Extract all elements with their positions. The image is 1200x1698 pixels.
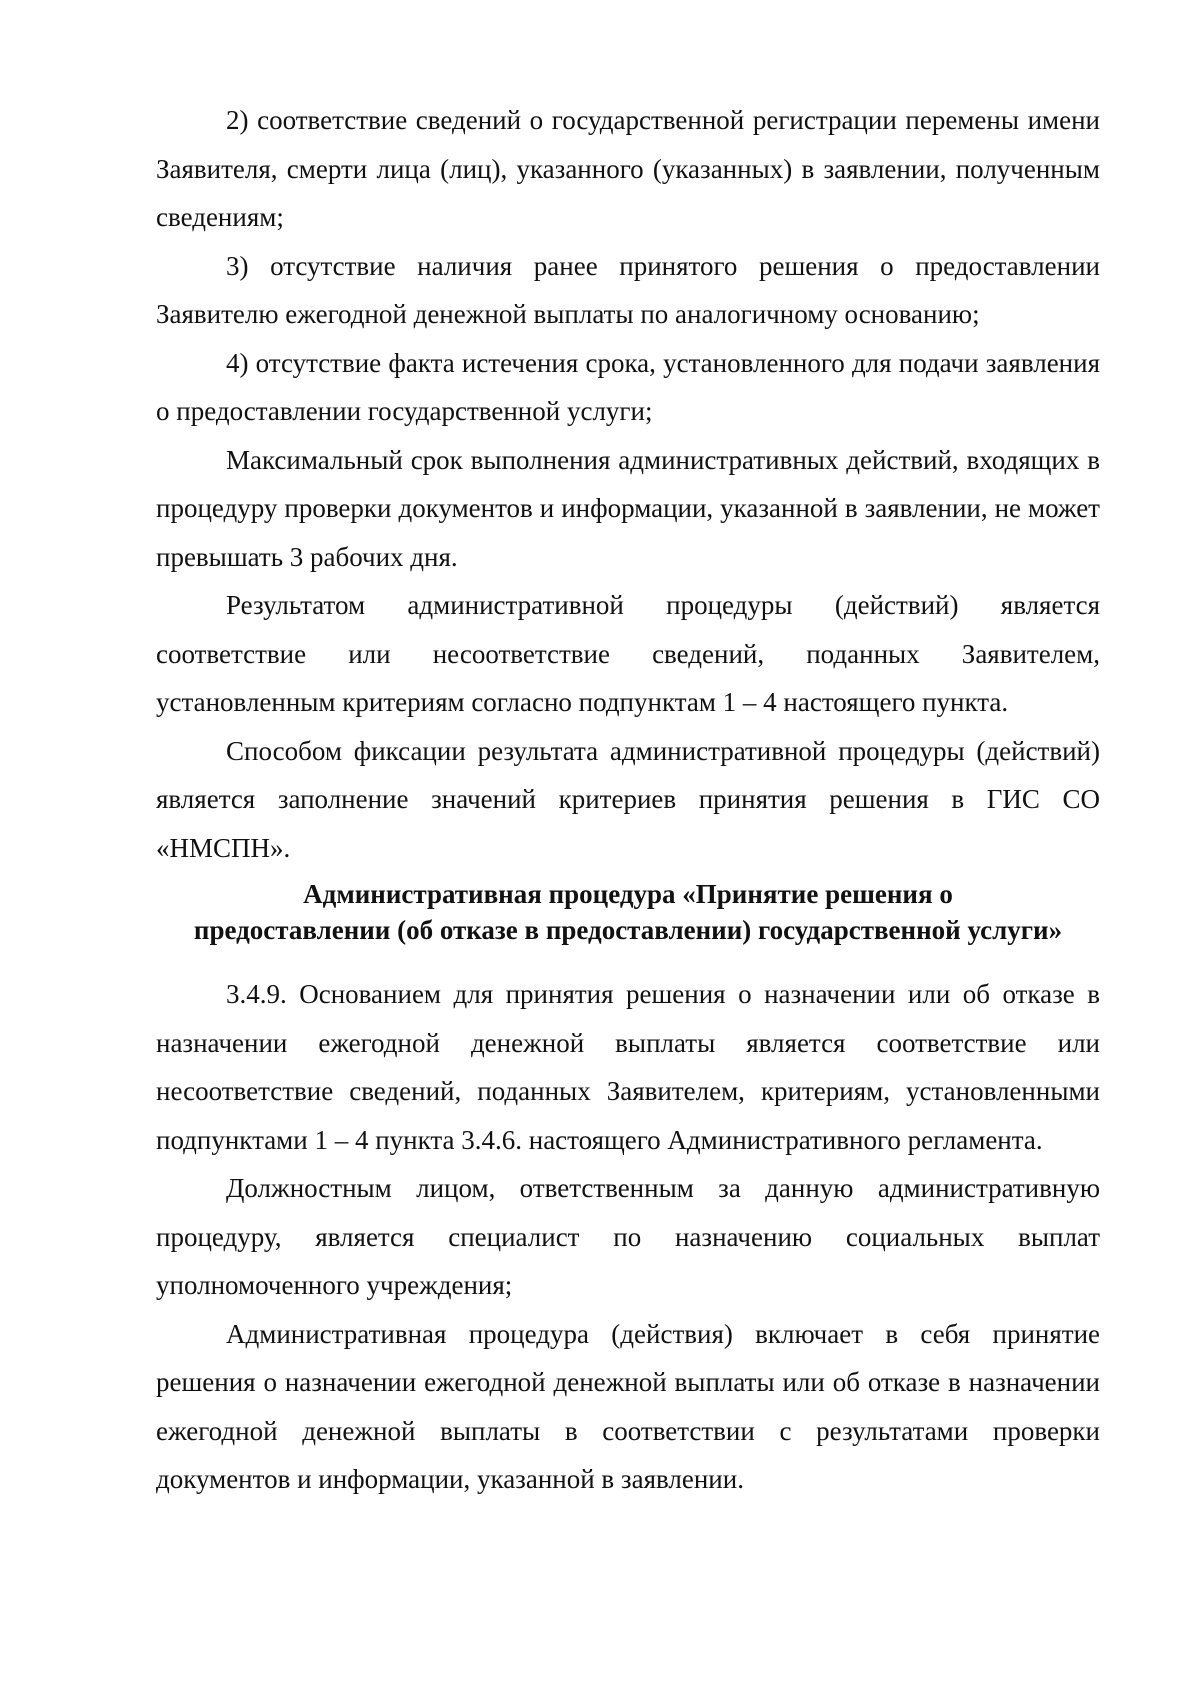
result-paragraph: Результатом административной процедуры (действий) является соответствие или несоответствие сведений, поданных Заявителем, установленным критериям согласно подпунктам 1 – 4 настоящего пункта. [156,590,1100,717]
fixation-paragraph: Способом фиксации результата административной процедуры (действий) является заполнение значений критериев принятия решения в ГИС СО «НМСПН». [156,735,1100,863]
section-title [156,872,1100,970]
procedure-includes-paragraph: Административная процедура (действия) включает в себя принятие решения о назначении ежегодной денежной выплаты или об отказе в назначении ежегодной денежной выплаты в соответствии с результатами проверки документов и информации, указанной в заявлении. [156,1318,1100,1494]
document-body [156,96,1100,1504]
responsible-official-paragraph: Должностным лицом, ответственным за данную административную процедуру, является специалист по назначению социальных выплат уполномоченного учреждения; [156,1173,1100,1300]
max-term-paragraph: Максимальный срок выполнения административных действий, входящих в процедуру проверки документов и информации, указанной в заявлении, не может превышать 3 рабочих дня. [156,444,1100,572]
criterion-2-paragraph: 2) соответствие сведений о государственной регистрации перемены имени Заявителя, смерти лица (лиц), указанного (указанных) в заявлении, полученным сведениям; [156,105,1100,232]
criterion-3-paragraph: 3) отсутствие наличия ранее принятого решения о предоставлении Заявителю ежегодной денежной выплаты по аналогичному основанию; [156,250,1100,329]
section-title-line-2: предоставлении (об отказе в предоставлении) государственной услуги» [193,915,1063,945]
criterion-4-paragraph: 4) отсутствие факта истечения срока, установленного для подачи заявления о предоставлении государственной услуги; [156,347,1100,426]
section-title-line-1: Административная процедура «Принятие решения о [303,879,953,909]
basis-paragraph: 3.4.9. Основанием для принятия решения о назначении или об отказе в назначении ежегодной денежной выплаты является соответствие или несоответствие сведений, поданных Заявителем, критериям, установленными подпунктами 1 – 4 пункта 3.4.6. настоящего Административного регламента. [156,979,1100,1155]
